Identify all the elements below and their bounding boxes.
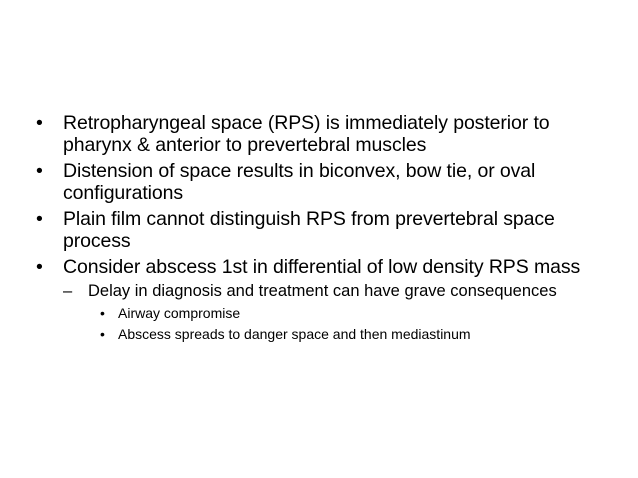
bullet-text: Consider abscess 1st in differential of low density RPS mass bbox=[63, 256, 581, 278]
sub-sub-bullet-text: Abscess spreads to danger space and then mediastinum bbox=[118, 326, 471, 342]
bullet-text: Distension of space results in biconvex, bow tie, or oval configurations bbox=[63, 160, 536, 204]
bullet-icon: • bbox=[36, 160, 43, 182]
sub-bullet-item-delay bbox=[63, 282, 596, 301]
bullet-icon: • bbox=[100, 305, 105, 321]
bullet-icon: • bbox=[36, 208, 43, 230]
bullet-icon: • bbox=[36, 112, 43, 134]
bullet-item-distension bbox=[36, 160, 596, 204]
sub-sub-bullet-item-airway bbox=[100, 304, 596, 322]
bullet-item-plain-film bbox=[36, 208, 596, 252]
bullet-text: Plain film cannot distinguish RPS from prevertebral space process bbox=[63, 208, 555, 252]
sub-bullet-text: Delay in diagnosis and treatment can have grave consequences bbox=[88, 282, 557, 300]
bullet-text: Retropharyngeal space (RPS) is immediately posterior to pharynx & anterior to prevertebral muscles bbox=[63, 112, 550, 156]
bullet-icon: • bbox=[100, 326, 105, 342]
dash-icon: – bbox=[63, 282, 73, 300]
sub-sub-bullet-item-spread bbox=[100, 325, 596, 343]
bullet-item-rps-definition bbox=[36, 112, 596, 156]
bullet-icon: • bbox=[36, 256, 43, 278]
bullet-list bbox=[36, 112, 596, 346]
sub-sub-bullet-text: Airway compromise bbox=[118, 305, 241, 321]
bullet-item-abscess bbox=[36, 256, 596, 278]
